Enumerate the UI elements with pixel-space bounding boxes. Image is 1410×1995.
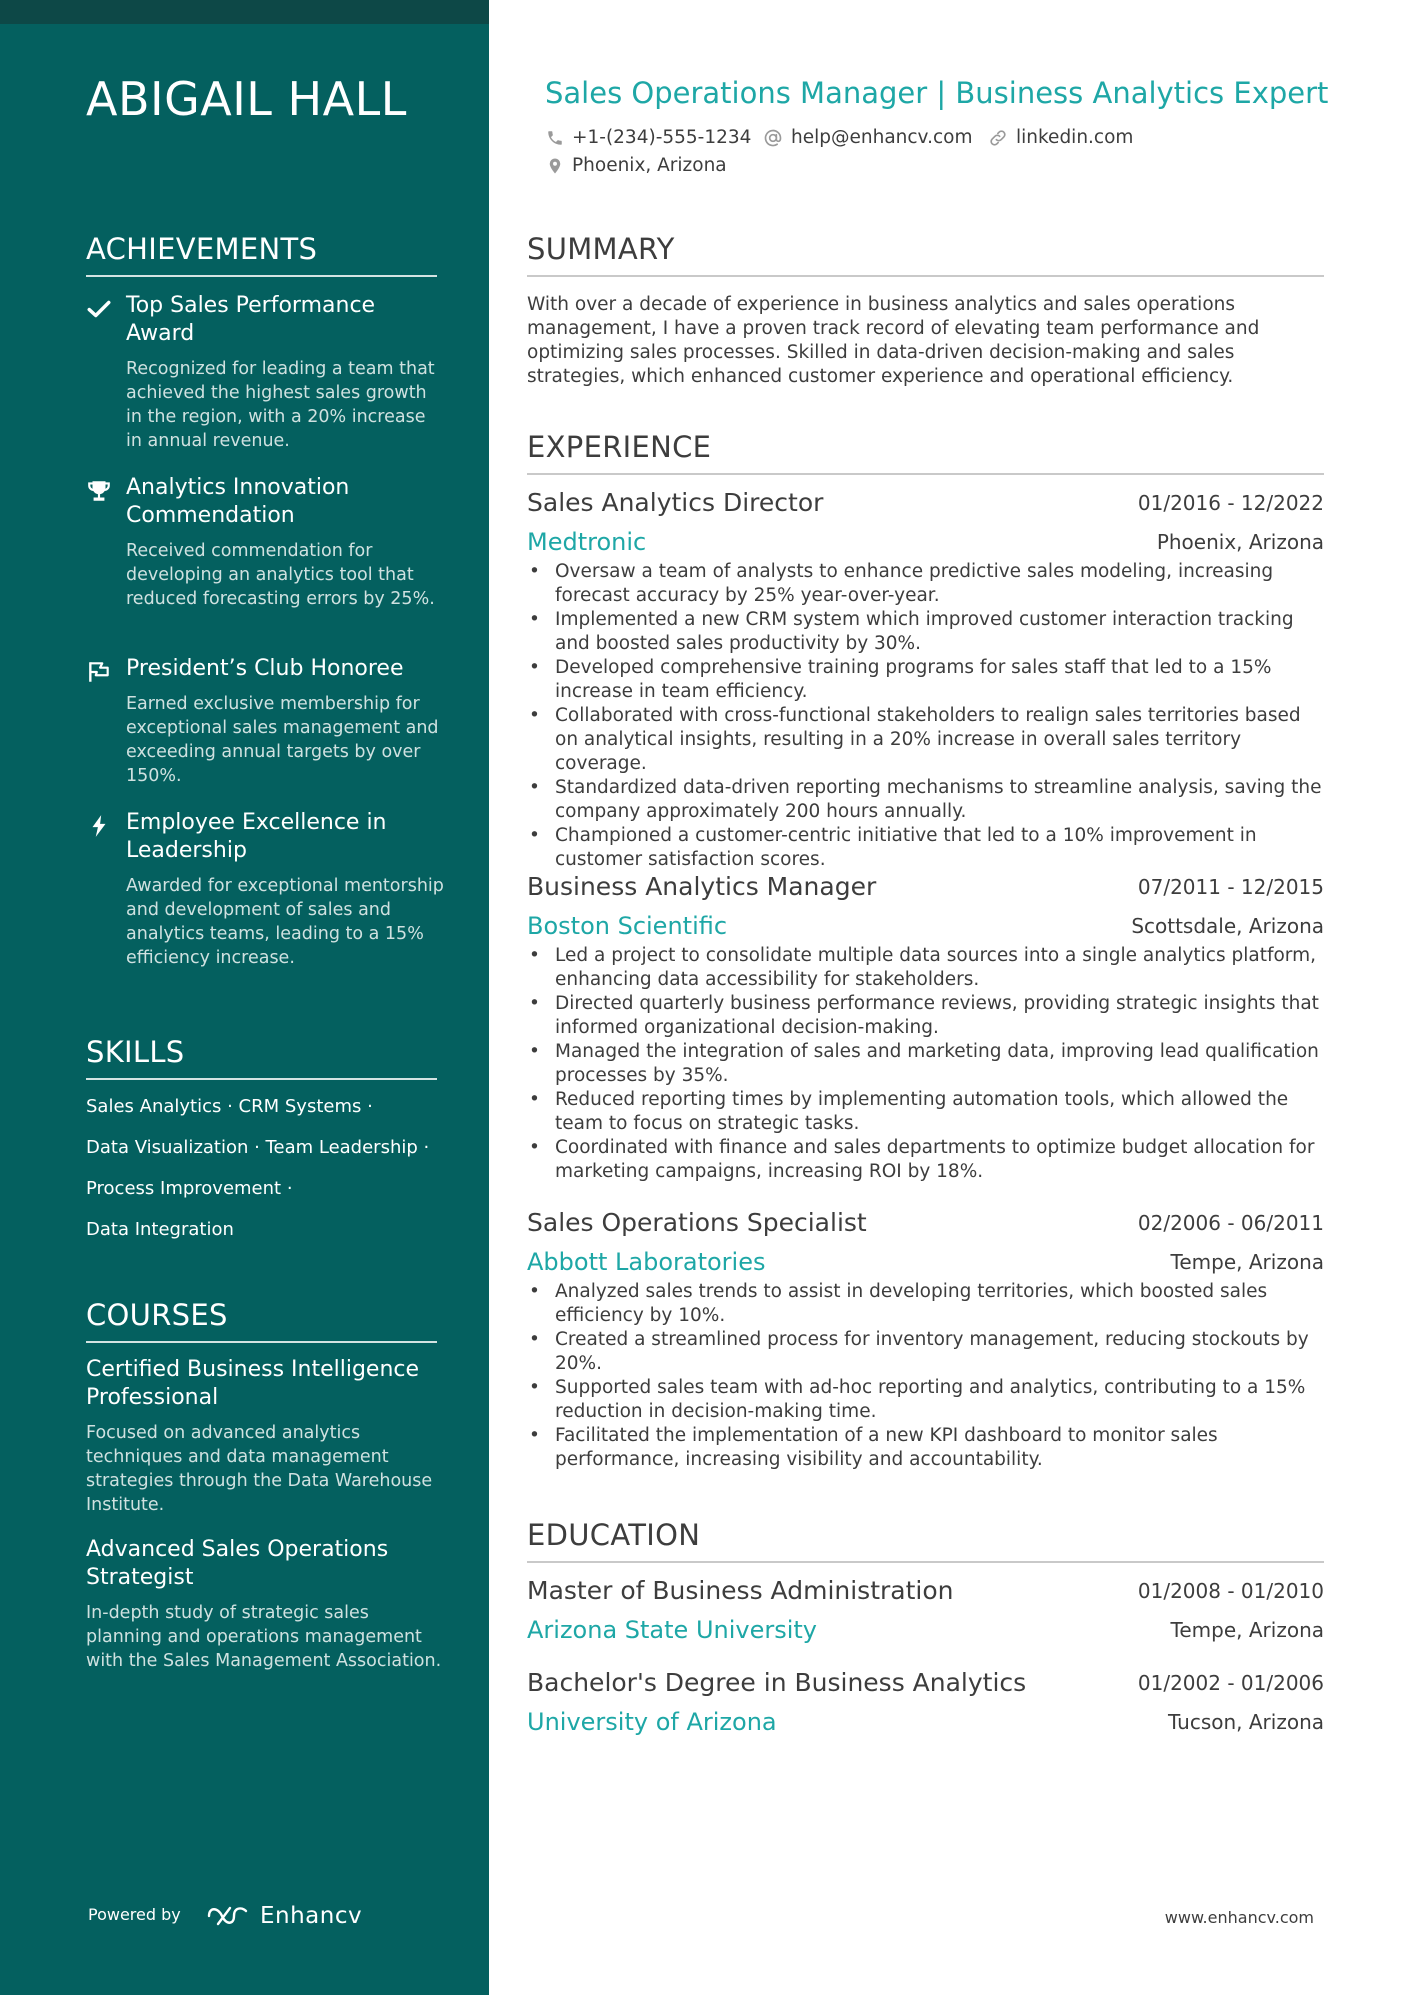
achievement-item [86,474,446,611]
skills-line: Process Improvement · [86,1178,293,1199]
achievement-title: Employee Excellence in Leadership [126,810,387,863]
phone-text: +1-(234)-555-1234 [572,127,752,148]
job-company: Medtronic [527,528,647,556]
job-bullet: • Implemented a new CRM system which improved customer interaction tracking and boosted sales productivity by 30%. [527,608,1324,656]
sidebar-top-bar [0,0,489,24]
achievement-item [86,655,446,788]
job-dates: 02/2006 - 06/2011 [1137,1211,1324,1235]
achievement-description: Received commendation for developing an analytics tool that reduced forecasting errors by 25%. [126,541,435,609]
skills-line: Sales Analytics · CRM Systems · [86,1096,373,1117]
job-dates: 01/2016 - 12/2022 [1137,491,1324,515]
lightning-icon [86,813,112,839]
skills-line: Data Integration [86,1219,234,1240]
candidate-name: ABIGAIL HALL [86,72,407,126]
trophy-icon [86,478,112,504]
job-bullet: • Supported sales team with ad-hoc reporting and analytics, contributing to a 15% reduction in decision-making time. [527,1376,1324,1424]
achievement-description: Awarded for exceptional mentorship and development of sales and analytics teams, leading to a 15% efficiency increase. [126,876,444,968]
skills-heading: SKILLS [86,1035,437,1080]
job-bullet: • Analyzed sales trends to assist in developing territories, which boosted sales efficiency by 10%. [527,1280,1324,1328]
experience-heading: EXPERIENCE [527,430,1324,475]
email-text: help@enhancv.com [791,127,973,148]
summary-text: With over a decade of experience in business analytics and sales operations management, I have a proven track record of elevating team performance and optimizing sales processes. Skilled in data-driven decision-making and sales strategies, which enhanced customer experience and operational efficiency. [527,294,1260,387]
job-bullet: • Facilitated the implementation of a new KPI dashboard to monitor sales performance, increasing visibility and accountability. [527,1424,1324,1472]
course-description: Focused on advanced analytics techniques and data management strategies through the Data Warehouse Institute. [86,1423,433,1515]
enhancv-logo[interactable] [206,1902,362,1930]
at-icon [763,128,783,148]
job-bullets [527,944,1324,1184]
job-bullet: • Directed quarterly business performance reviews, providing strategic insights that informed organizational decision-making. [527,992,1324,1040]
job-bullet: • Coordinated with finance and sales departments to optimize budget allocation for marketing campaigns, increasing ROI by 18%. [527,1136,1324,1184]
course-description: In-depth study of strategic sales planning and operations management with the Sales Management Association. [86,1603,442,1671]
enhancv-logo-icon [206,1903,252,1929]
course-item [86,1356,446,1517]
achievement-item [86,809,446,970]
job-role: Sales Operations Specialist [527,1208,867,1237]
course-item [86,1536,446,1673]
job-entry [527,1208,1324,1472]
job-bullet: • Collaborated with cross-functional stakeholders to realign sales territories based on analytical insights, resulting in a 20% increase in overall sales territory coverage. [527,704,1324,776]
contact-linkedin[interactable] [988,127,1133,148]
job-dates: 07/2011 - 12/2015 [1137,875,1324,899]
headline: Sales Operations Manager | Business Analytics Expert [545,76,1329,110]
contact-location [546,155,727,176]
job-bullet: • Oversaw a team of analysts to enhance predictive sales modeling, increasing forecast accuracy by 25% year-over-year. [527,560,1324,608]
job-entry [527,872,1324,1184]
checkmark-icon [86,296,112,322]
job-location: Phoenix, Arizona [1156,530,1324,554]
course-title: Advanced Sales Operations Strategist [86,1537,389,1590]
job-bullet: • Standardized data-driven reporting mechanisms to streamline analysis, saving the company approximately 200 hours annually. [527,776,1324,824]
job-bullets [527,1280,1324,1472]
job-bullet: • Developed comprehensive training programs for sales staff that led to a 15% increase in team efficiency. [527,656,1324,704]
education-entry [527,1576,1324,1652]
education-school: Arizona State University [527,1616,818,1644]
link-icon [988,128,1008,148]
job-role: Business Analytics Manager [527,872,877,901]
powered-by-label: Powered by [88,1905,181,1924]
flag-icon [86,659,112,685]
achievement-title: Top Sales Performance Award [126,293,376,346]
courses-heading: COURSES [86,1298,437,1343]
education-location: Tempe, Arizona [1170,1618,1324,1642]
job-bullet: • Managed the integration of sales and marketing data, improving lead qualification processes by 35%. [527,1040,1324,1088]
job-location: Tempe, Arizona [1170,1250,1324,1274]
job-bullets [527,560,1324,872]
skills-line: Data Visualization · Team Leadership · [86,1137,430,1158]
job-bullet: • Reduced reporting times by implementing automation tools, which allowed the team to focus on strategic tasks. [527,1088,1324,1136]
education-degree: Master of Business Administration [527,1576,954,1605]
education-entry [527,1668,1324,1744]
linkedin-text: linkedin.com [1016,127,1134,148]
job-location: Scottsdale, Arizona [1131,914,1324,938]
location-pin-icon [546,156,564,176]
achievement-description: Earned exclusive membership for exceptional sales management and exceeding annual targets by over 150%. [126,694,439,786]
education-heading: EDUCATION [527,1518,1324,1563]
location-text: Phoenix, Arizona [572,155,727,176]
achievements-heading: ACHIEVEMENTS [86,232,437,277]
contact-phone[interactable] [546,127,751,148]
achievement-description: Recognized for leading a team that achieved the highest sales growth in the region, with a 20% increase in annual revenue. [126,359,435,451]
job-entry [527,488,1324,872]
education-location: Tucson, Arizona [1167,1710,1324,1734]
course-title: Certified Business Intelligence Professional [86,1357,420,1410]
education-dates: 01/2002 - 01/2006 [1137,1671,1324,1695]
education-degree: Bachelor's Degree in Business Analytics [527,1668,1027,1697]
job-bullet: • Championed a customer-centric initiative that led to a 10% improvement in customer satisfaction scores. [527,824,1324,872]
phone-icon [546,129,564,147]
education-dates: 01/2008 - 01/2010 [1137,1579,1324,1603]
website-link[interactable]: www.enhancv.com [1164,1908,1314,1927]
achievement-title: Analytics Innovation Commendation [126,475,350,528]
job-company: Abbott Laboratories [527,1248,766,1276]
job-bullet: • Created a streamlined process for inventory management, reducing stockouts by 20%. [527,1328,1324,1376]
job-company: Boston Scientific [527,912,728,940]
sidebar [0,0,489,1995]
contact-email[interactable] [763,127,972,148]
job-role: Sales Analytics Director [527,488,824,517]
summary-heading: SUMMARY [527,232,1324,277]
achievement-title: President’s Club Honoree [126,656,404,681]
achievement-item [86,292,446,453]
job-bullet: • Led a project to consolidate multiple data sources into a single analytics platform, enhancing data accessibility for stakeholders. [527,944,1324,992]
education-school: University of Arizona [527,1708,777,1736]
enhancv-brand-name: Enhancv [260,1903,363,1929]
